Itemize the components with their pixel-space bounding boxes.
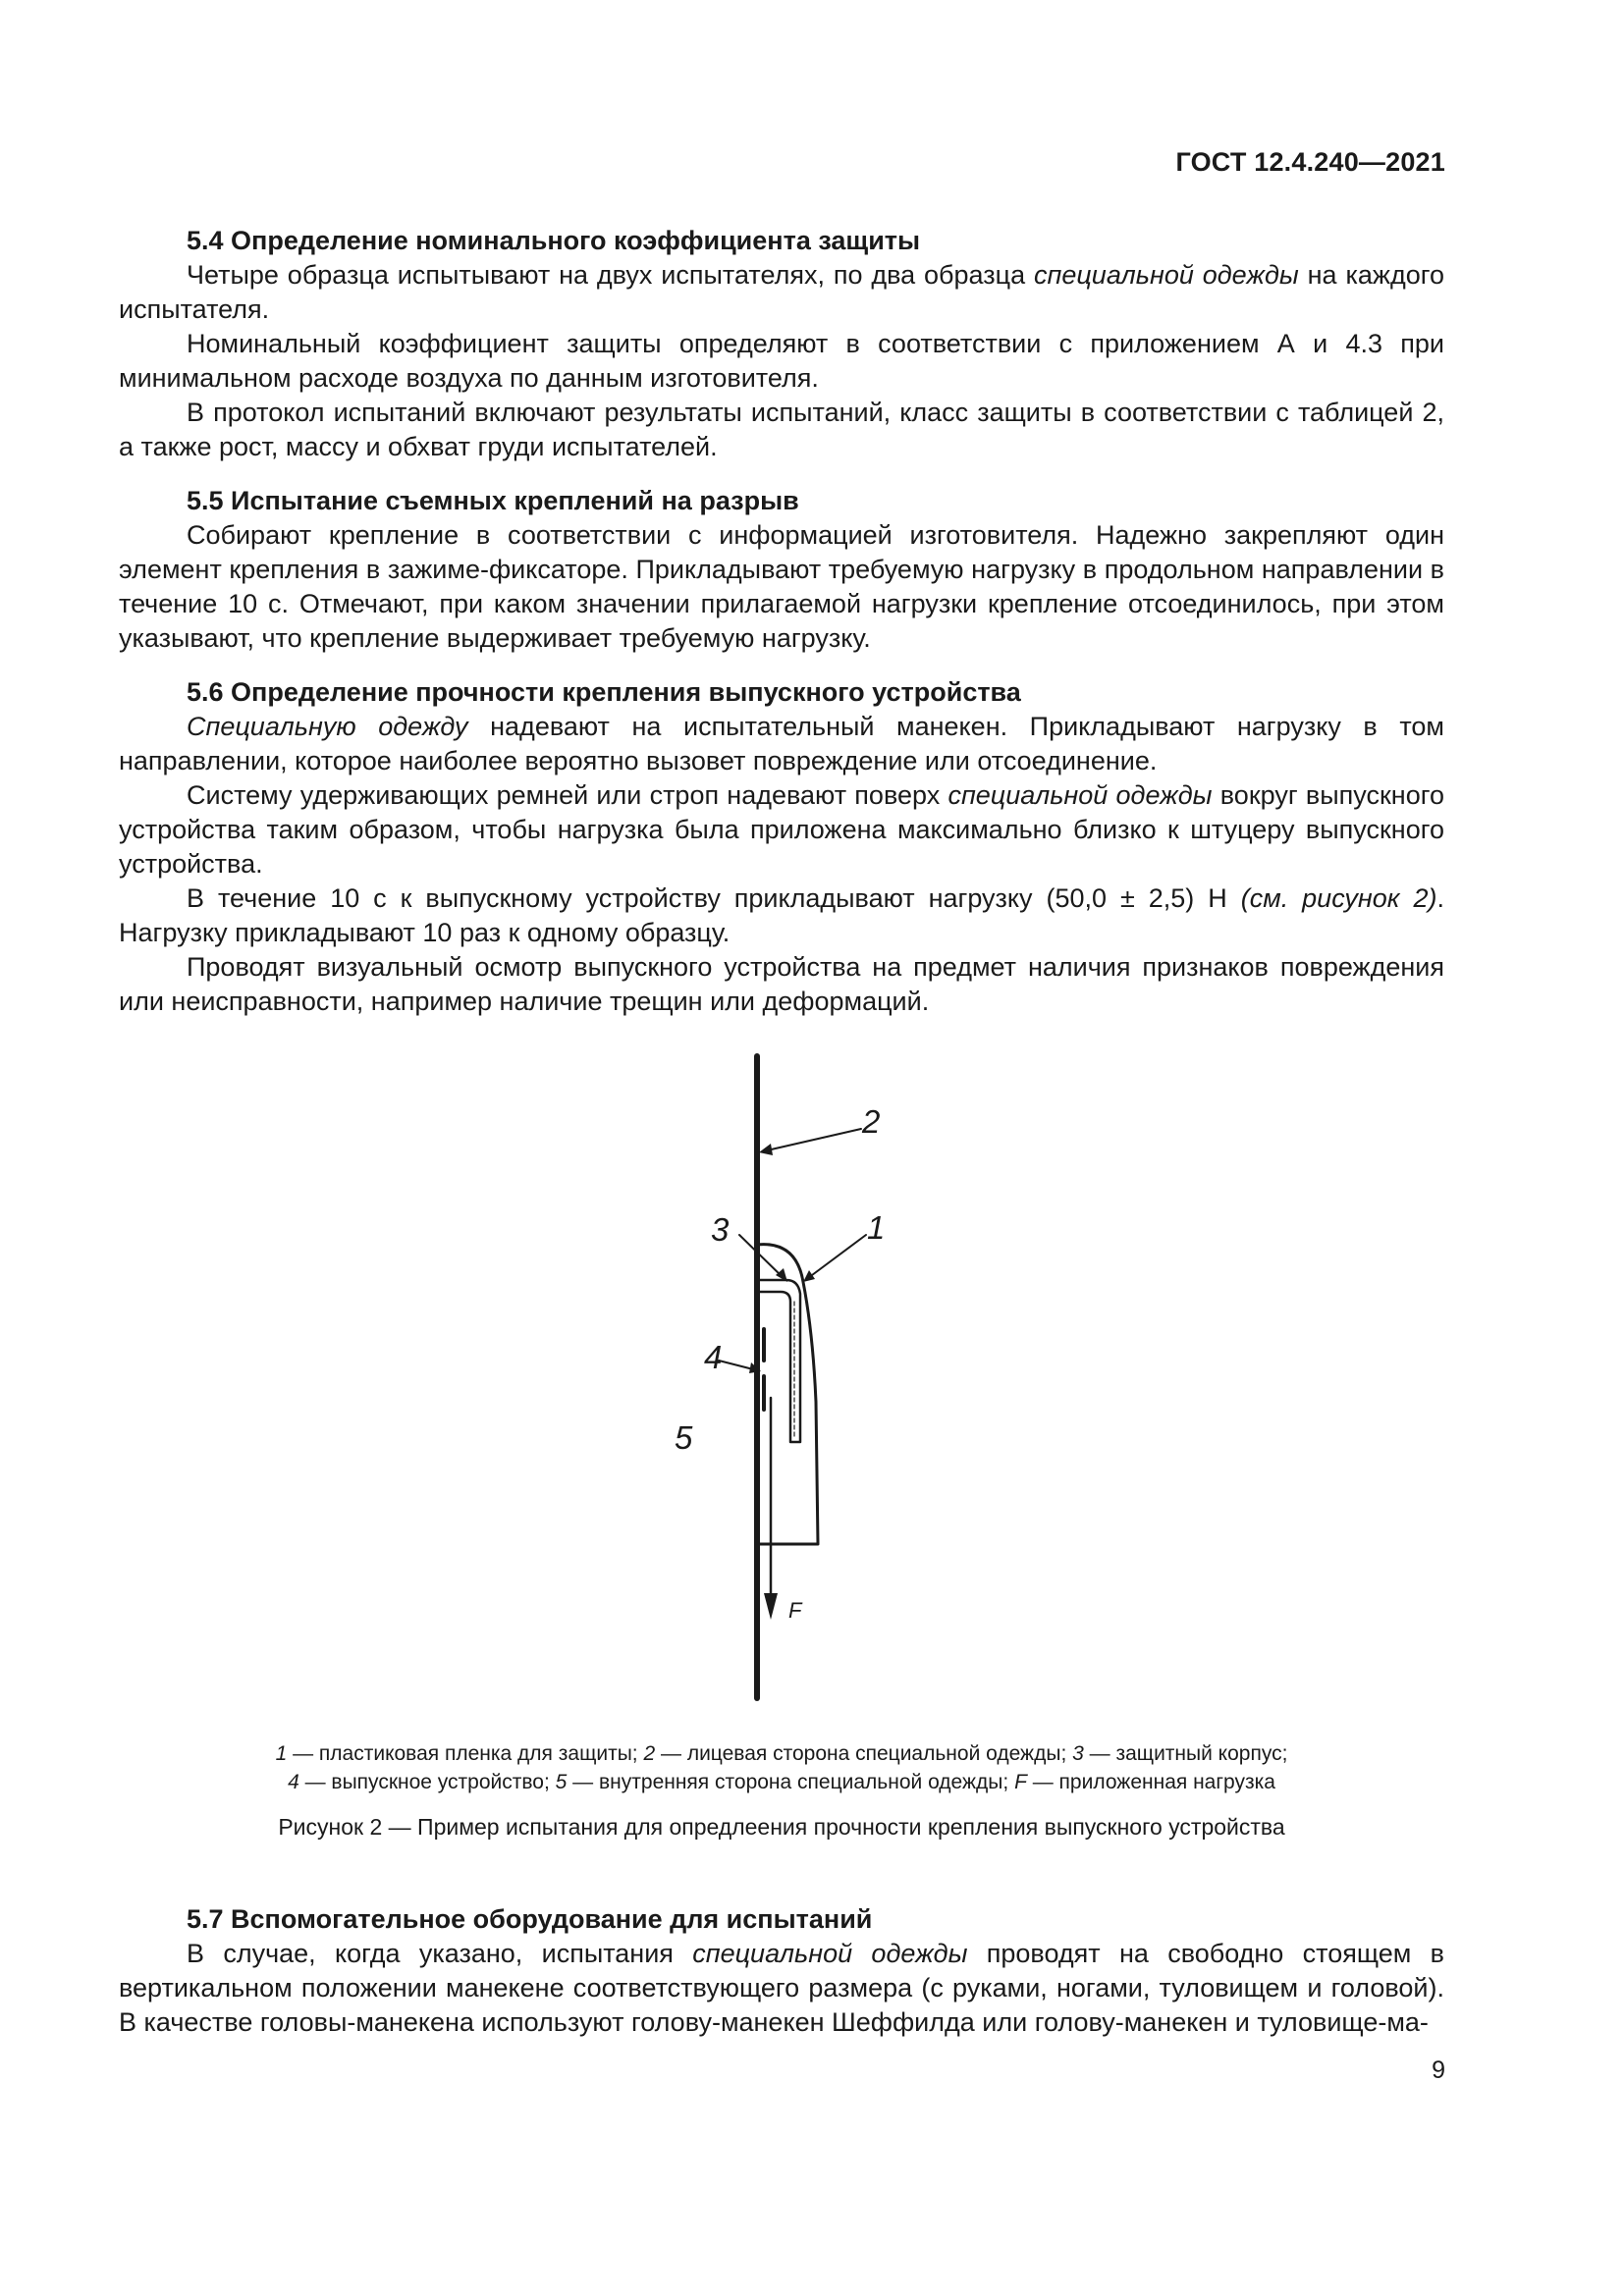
document-header: ГОСТ 12.4.240—2021 bbox=[1175, 147, 1445, 177]
leader-line-2 bbox=[767, 1129, 861, 1150]
leader-line-1 bbox=[808, 1235, 866, 1278]
paragraph: В течение 10 с к выпускному устройству прикладывают нагрузку (50,0 ± 2,5) Н (см. рисунок 2). Нагрузку прикладывают 10 раз к одному образцу. bbox=[119, 883, 1444, 947]
leader-line-3 bbox=[739, 1235, 783, 1277]
paragraph: Специальную одежду надевают на испытательный манекен. Прикладывают нагрузку в том направлении, которое наиболее вероятно вызовет повреждение или отсоединение. bbox=[119, 712, 1444, 775]
paragraph: Систему удерживающих ремней или строп надевают поверх специальной одежды вокруг выпускного устройства таким образом, чтобы нагрузка была приложена максимально близко к штуцеру выпускного устройства. bbox=[119, 780, 1444, 879]
figure-label-4: 4 bbox=[704, 1339, 723, 1375]
figure-2-diagram bbox=[119, 1048, 1444, 1735]
page-number: 9 bbox=[1432, 2056, 1445, 2084]
figure-label-5: 5 bbox=[675, 1419, 693, 1456]
section-5-6-title: 5.6 Определение прочности крепления выпускного устройства bbox=[187, 677, 1021, 707]
plastic-film-outline bbox=[757, 1245, 818, 1544]
legend-line-2: 4 — выпускное устройство; 5 — внутренняя сторона специальной одежды; F — приложенная нагрузка bbox=[288, 1771, 1275, 1793]
figure-label-f: F bbox=[788, 1598, 802, 1623]
section-5-4-title: 5.4 Определение номинального коэффициента защиты bbox=[187, 226, 921, 255]
paragraph: В протокол испытаний включают результаты испытаний, класс защиты в соответствии с таблицей 2, а также рост, массу и обхват груди испытателей. bbox=[119, 398, 1444, 461]
load-arrowhead bbox=[764, 1593, 778, 1620]
exhaust-device-test-diagram bbox=[119, 1048, 1444, 1735]
section-5-5-title: 5.5 Испытание съемных креплений на разрыв bbox=[187, 486, 799, 515]
figure-label-3: 3 bbox=[711, 1211, 730, 1248]
figure-caption: Рисунок 2 — Пример испытания для опредлеения прочности крепления выпускного устройства bbox=[278, 1814, 1285, 1840]
leader-arrowhead-2 bbox=[759, 1144, 773, 1155]
leader-arrowhead-1 bbox=[803, 1270, 815, 1282]
figure-legend bbox=[119, 1739, 1444, 1796]
figure-label-1: 1 bbox=[867, 1209, 886, 1246]
paragraph: Номинальный коэффициент защиты определяют в соответствии с приложением А и 4.3 при минимальном расходе воздуха по данным изготовителя. bbox=[119, 329, 1444, 393]
paragraph: Четыре образца испытывают на двух испытателях, по два образца специальной одежды на каждого испытателя. bbox=[119, 260, 1444, 324]
legend-line-1: 1 — пластиковая пленка для защиты; 2 — лицевая сторона специальной одежды; 3 — защитный корпус; bbox=[275, 1742, 1288, 1765]
paragraph: Проводят визуальный осмотр выпускного устройства на предмет наличия признаков повреждения или неисправности, например наличие трещин или деформаций. bbox=[119, 952, 1444, 1016]
figure-label-2: 2 bbox=[862, 1103, 881, 1140]
section-5-7-title: 5.7 Вспомогательное оборудование для испытаний bbox=[187, 1904, 873, 1934]
paragraph: Собирают крепление в соответствии с информацией изготовителя. Надежно закрепляют один элемент крепления в зажиме-фиксаторе. Прикладывают требуемую нагрузку в продольном направлении в течение 10 с. Отмечают, при каком значении прилагаемой нагрузки крепление отсоединилось, при этом указывают, что крепление выдерживает требуемую нагрузку. bbox=[119, 520, 1444, 653]
paragraph: В случае, когда указано, испытания специальной одежды проводят на свободно стоящем в вертикальном положении манекене соответствующего размера (с руками, ногами, туловищем и головой). В качестве головы-манекена используют голову-манекен Шеффилда или голову-манекен и туловище-ма- bbox=[119, 1939, 1444, 2037]
page-content bbox=[119, 224, 1444, 2040]
